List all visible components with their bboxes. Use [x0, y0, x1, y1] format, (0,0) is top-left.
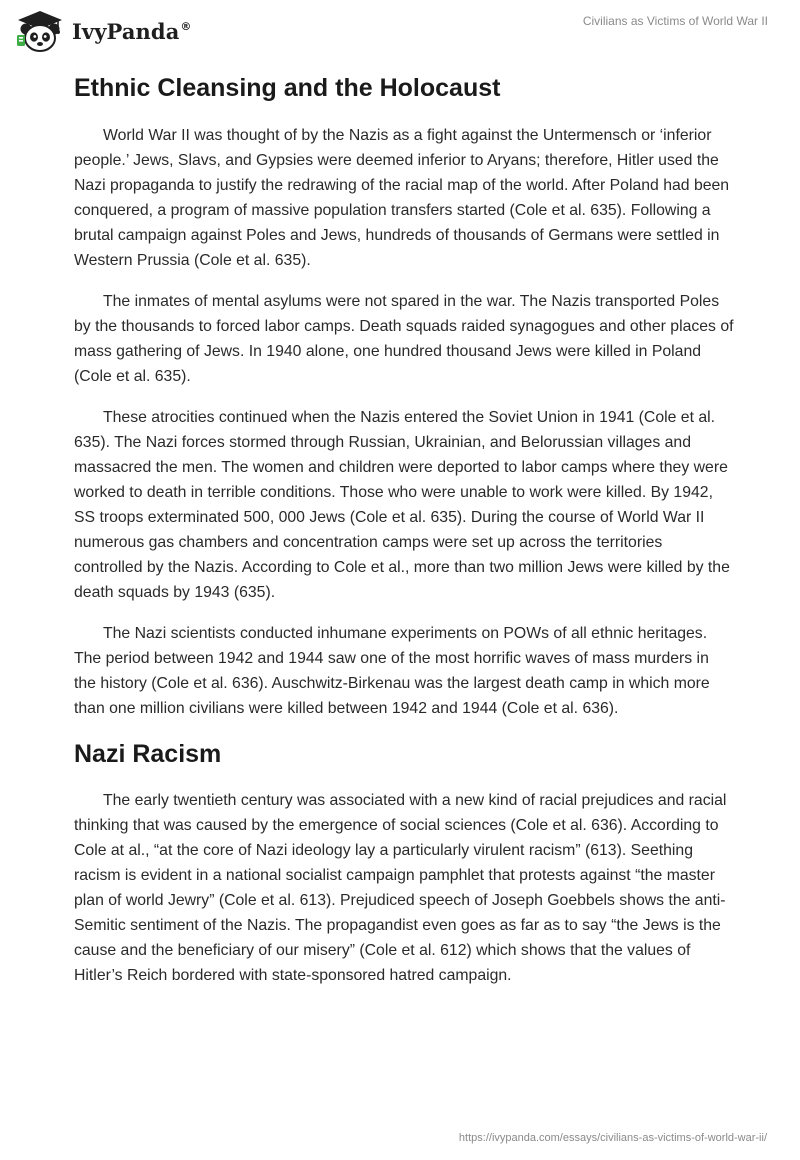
paragraph: The inmates of mental asylums were not spared in the war. The Nazis transported Poles by the thousands to forced labor camps. Death squads raided synagogues and other places of mass gathering of Jews. In 1940 alone, one hundred thousand Jews were killed in Poland (Cole et al. 635). [74, 293, 734, 385]
document-title: Civilians as Victims of World War II [582, 14, 768, 28]
section-heading: Nazi Racism [74, 740, 222, 768]
paragraph: The early twentieth century was associated with a new kind of racial prejudices and racial thinking that was caused by the emergence of social sciences (Cole et al. 636). According to Cole at al., “at the core of Nazi ideology lay a particularly virulent racism” (613). Seething racism is evident in a national socialist campaign pamphlet that protests against “the master plan of world Jewry” (Cole et al. 613). Prejudiced speech of Joseph Goebbels shows the anti-Semitic sentiment of the Nazis. The propagandist even goes as far as to say “the Jews is the cause and the beneficiary of our misery” (Cole et al. 612) which shows that the values of Hitler’s Reich bordered with state-sponsored hatred campaign. [74, 792, 727, 984]
paragraph: The Nazi scientists conducted inhumane experiments on POWs of all ethnic heritages. The period between 1942 and 1944 saw one of the most horrific waves of mass murders in the history (Cole et al. 636). Auschwitz-Birkenau was the largest death camp in which more than one million civilians were killed between 1942 and 1944 (Cole et al. 636). [74, 625, 710, 717]
paragraph: World War II was thought of by the Nazis as a fight against the Untermensch or ‘inferior people.’ Jews, Slavs, and Gypsies were deemed inferior to Aryans; therefore, Hitler used the Nazi propaganda to justify the redrawing of the racial map of the world. After Poland had been conquered, a program of massive population transfers started (Cole et al. 635). Following a brutal campaign against Poles and Jews, hundreds of thousands of Germans were settled in Western Prussia (Cole et al. 635). [74, 127, 730, 269]
page-header [0, 0, 800, 64]
source-url[interactable]: https://ivypanda.com/essays/civilians-as-victims-of-world-war-ii/ [458, 1132, 767, 1144]
panda-graduate-icon [14, 9, 66, 53]
brand-logo[interactable] [14, 9, 192, 53]
section-heading: Ethnic Cleansing and the Holocaust [74, 74, 501, 102]
brand-name: IvyPanda® [72, 18, 192, 44]
essay-content [74, 70, 734, 988]
paragraph: These atrocities continued when the Nazis entered the Soviet Union in 1941 (Cole et al. 635). The Nazi forces stormed through Russian, Ukrainian, and Belorussian villages and massacred the men. The women and children were deported to labor camps where they were worked to death in terrible conditions. Those who were unable to work were killed. By 1942, SS troops exterminated 500, 000 Jews (Cole et al. 635). During the course of World War II numerous gas chambers and concentration camps were set up across the territories controlled by the Nazis. According to Cole et al., more than two million Jews were killed by the death squads by 1943 (635). [74, 409, 730, 601]
